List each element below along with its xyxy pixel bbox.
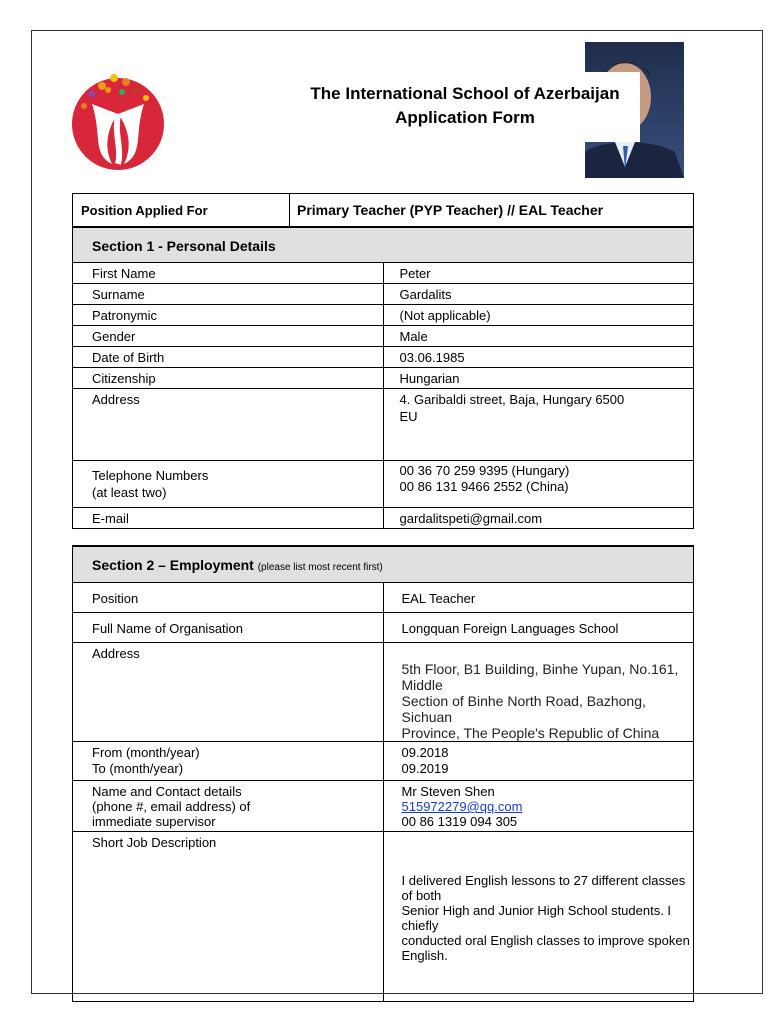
patronymic-label: Patronymic (73, 305, 384, 326)
phone-label-line-1: Telephone Numbers (92, 468, 209, 483)
school-logo (62, 64, 174, 176)
supervisor-label-line-2: (phone #, email address) of (92, 799, 251, 814)
to-value: 09.2019 (401, 761, 449, 776)
position-field[interactable]: EAL Teacher (383, 583, 694, 613)
from-value: 09.2018 (401, 745, 449, 760)
gender-label: Gender (73, 326, 384, 347)
job-description-line-3: conducted oral English classes to improve spoken English. (401, 933, 690, 963)
job-description-field[interactable] (383, 832, 694, 1002)
employer-address-line-2: Section of Binhe North Road, Bazhong, Sichuan (401, 693, 646, 725)
job-description-line-1: I delivered English lessons to 27 different classes of both (401, 873, 686, 903)
phone-label-line-2: (at least two) (92, 485, 167, 500)
organisation-label: Full Name of Organisation (73, 613, 384, 643)
phone-field[interactable] (383, 461, 694, 508)
surname-label: Surname (73, 284, 384, 305)
employer-address-label: Address (73, 643, 384, 742)
employer-address-field[interactable] (383, 643, 694, 742)
employer-address-line-3: Province, The People's Republic of China (401, 725, 660, 741)
section2-employment (72, 545, 694, 1002)
from-label: From (month/year) (92, 745, 200, 760)
supervisor-field[interactable] (383, 781, 694, 832)
address-label: Address (73, 389, 384, 461)
supervisor-label-line-1: Name and Contact details (92, 784, 242, 799)
first-name-label: First Name (73, 263, 384, 284)
position-applied-value[interactable]: Primary Teacher (PYP Teacher) // EAL Teacher (290, 194, 694, 227)
section1-personal-details (72, 226, 694, 529)
dates-field[interactable] (383, 742, 694, 781)
phone-hungary: 00 36 70 259 9395 (Hungary) (399, 463, 570, 478)
dob-field[interactable]: 03.06.1985 (383, 347, 694, 368)
patronymic-field[interactable]: (Not applicable) (383, 305, 694, 326)
supervisor-label-line-3: immediate supervisor (92, 814, 216, 829)
first-name-field[interactable]: Peter (383, 263, 694, 284)
gender-field[interactable]: Male (383, 326, 694, 347)
dates-label (73, 742, 384, 781)
job-description-line-2: Senior High and Junior High School students. I chiefly (401, 903, 672, 933)
address-field[interactable] (383, 389, 694, 461)
address-line-2: EU (399, 409, 418, 424)
section2-heading-text: Section 2 – Employment (92, 556, 254, 573)
supervisor-name: Mr Steven Shen (401, 784, 495, 799)
citizenship-field[interactable]: Hungarian (383, 368, 694, 389)
to-label: To (month/year) (92, 761, 184, 776)
citizenship-label: Citizenship (73, 368, 384, 389)
school-name: The International School of Azerbaijan (310, 84, 620, 103)
surname-field[interactable]: Gardalits (383, 284, 694, 305)
job-description-label: Short Job Description (73, 832, 384, 1002)
email-field[interactable]: gardalitspeti@gmail.com (383, 508, 694, 529)
position-applied-label: Position Applied For (73, 194, 290, 227)
position-label: Position (73, 583, 384, 613)
supervisor-email-link[interactable]: 515972279@qq.com (401, 799, 523, 814)
section1-heading: Section 1 - Personal Details (73, 227, 694, 263)
supervisor-phone: 00 86 1319 094 305 (401, 814, 518, 829)
form-name: Application Form (395, 108, 535, 127)
phone-china: 00 86 131 9466 2552 (China) (399, 479, 569, 494)
form-title (290, 72, 640, 142)
organisation-field[interactable]: Longquan Foreign Languages School (383, 613, 694, 643)
position-table (72, 193, 694, 227)
email-label: E-mail (73, 508, 384, 529)
dob-label: Date of Birth (73, 347, 384, 368)
section2-heading-note: (please list most recent first) (257, 561, 383, 573)
supervisor-label (73, 781, 384, 832)
section2-heading (73, 546, 694, 583)
employer-address-line-1: 5th Floor, B1 Building, Binhe Yupan, No.161, Middle (401, 661, 679, 693)
phone-label (73, 461, 384, 508)
address-line-1: 4. Garibaldi street, Baja, Hungary 6500 (399, 392, 625, 407)
